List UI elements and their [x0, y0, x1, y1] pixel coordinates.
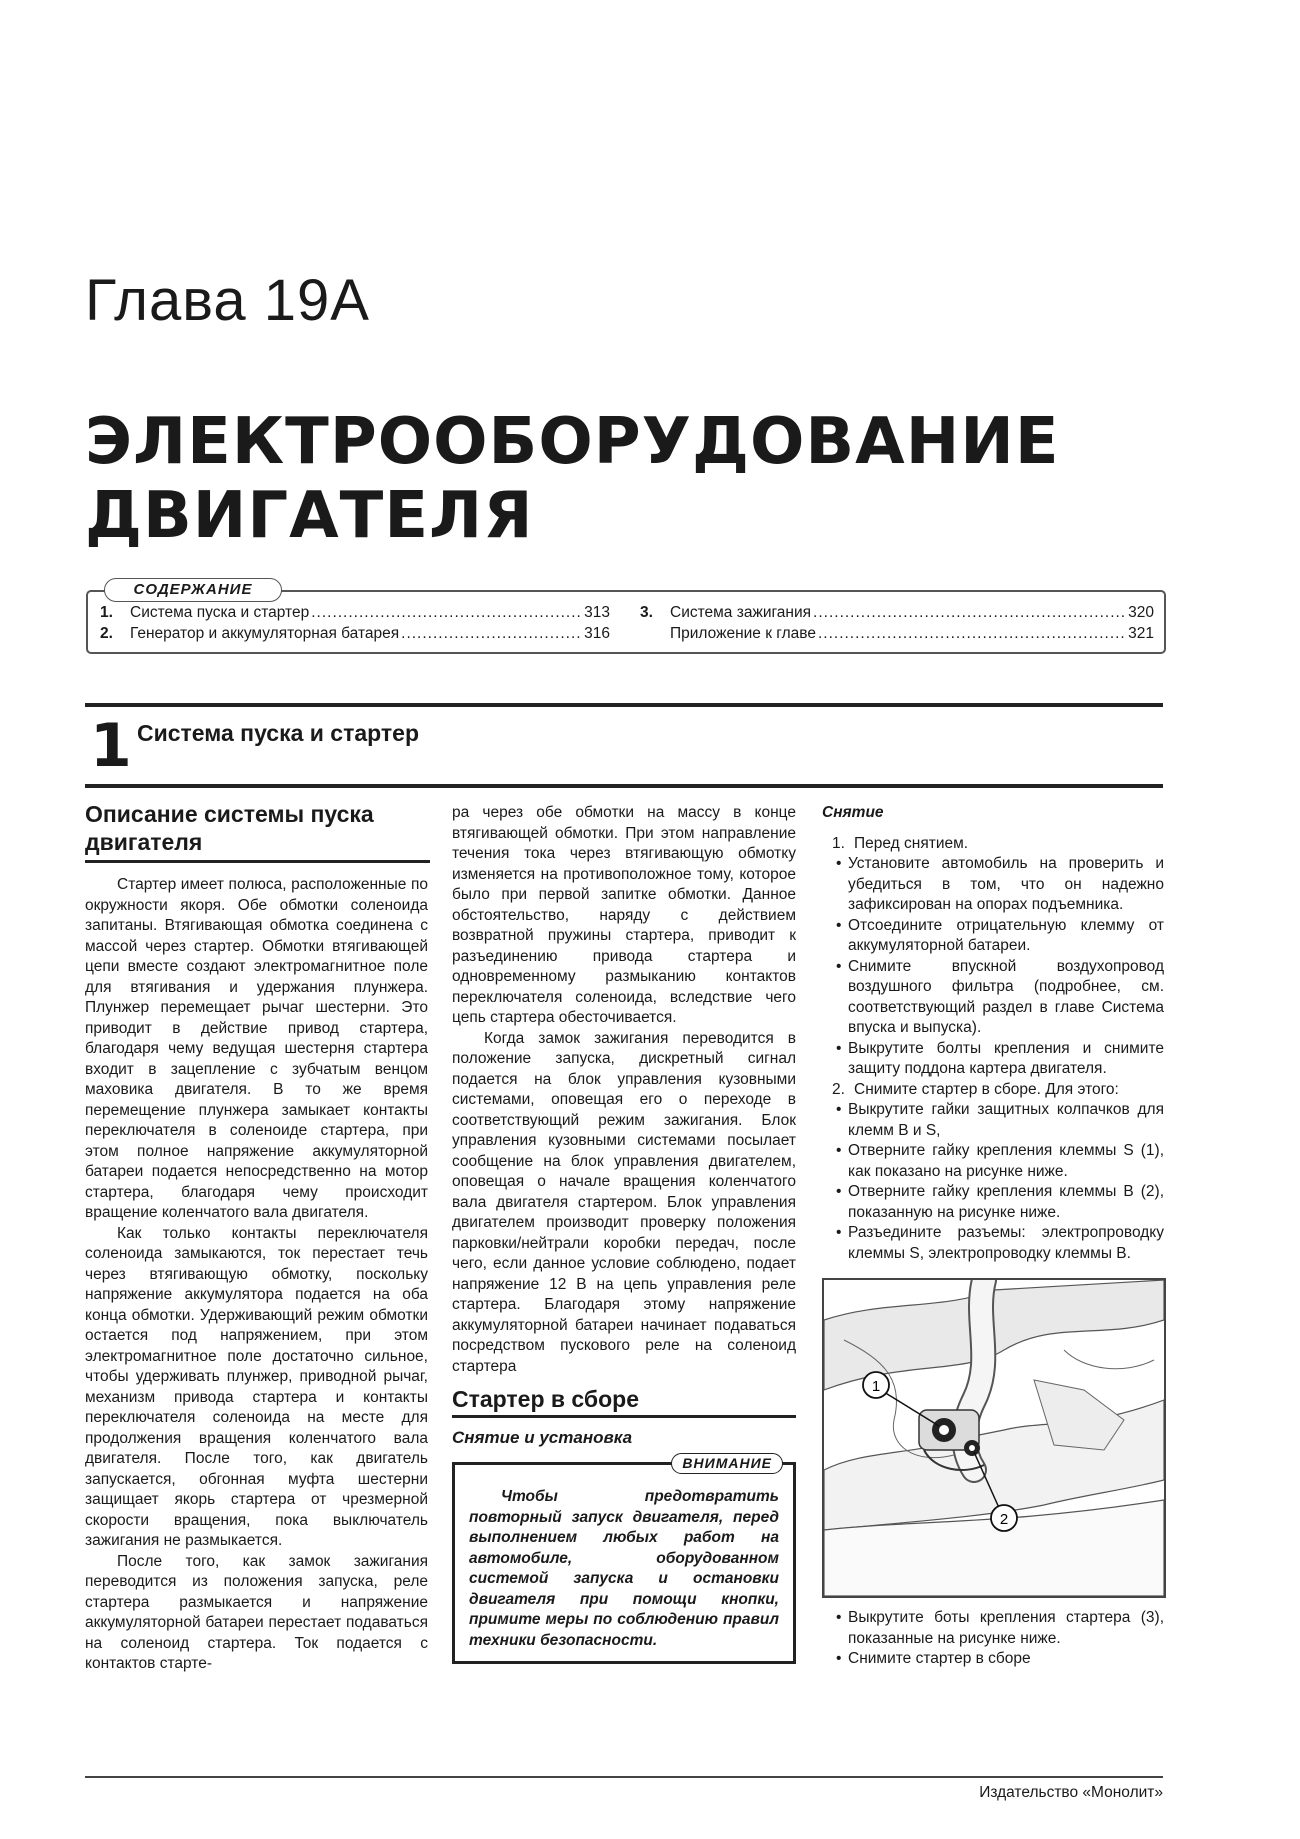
- warning-text: Чтобы предотвратить повторный запуск двигателя, перед выполнением любых работ на автомобиле, оборудованном системой запуска и остановки двигателя при помощи кнопки, примите меры по соблюдению правил техники безопасности.: [469, 1488, 779, 1649]
- section-rule-bottom: [85, 784, 1163, 788]
- toc-item-number: 3.: [640, 604, 653, 621]
- toc-item[interactable]: [100, 623, 610, 644]
- toc-item-page: 320: [1128, 604, 1154, 621]
- bullet-item: • Снимите стартер в сборе: [822, 1649, 1164, 1670]
- toc-item-page: 316: [584, 625, 610, 642]
- section-rule-top: [85, 703, 1163, 707]
- paragraph: После того, как замок зажигания переводится из положения запуска, реле стартера размыкается и напряжение аккумуляторной батареи перестает подаваться на соленоид стартера. Ток подается с контактов старте-: [85, 1552, 428, 1672]
- bullet-item: • Выкрутите гайки защитных колпачков для клемм В и S,: [822, 1100, 1164, 1141]
- column-3: [822, 803, 1164, 1670]
- step-number: 1.: [832, 834, 845, 852]
- chapter-title: [85, 405, 1185, 553]
- col2-subheading: Снятие и установка: [452, 1427, 633, 1447]
- paragraph: Как только контакты переключателя соленоида замыкаются, ток перестает течь через втягивающую обмотку, поскольку напряжение аккумулятора подается на оба конца обмотки. Удерживающий режим обмотки остается под напряжением, при этом электромагнитное поле достаточно сильное, чтобы удерживать плунжер, приводной рычаг, механизм привода стартера и контакты переключателя соленоида на месте для продолжения вращения коленчатого вала двигателя. После того, как двигатель запускается, обгонная муфта шестерни защищает якорь стартера от чрезмерной скорости вращения, пока выключатель зажигания не размыкается.: [85, 1224, 428, 1549]
- paragraph: Стартер имеет полюса, расположенные по окружности якоря. Обе обмотки соленоида запитаны. Втягивающая обмотка соединена с массой через стартер. Обмотки втягивающей цепи вместе создают электромагнитное поле для втягивания и удержания плунжера. Плунжер перемещает рычаг шестерни. Это приводит в действие привод стартера, благодаря чему ведущая шестерня стартера входит в зацепление с зубчатым венцом маховика двигателя. В то же время перемещение плунжера замыкает контакты переключателя в соленоиде стартера, при этом полное напряжение аккумуляторной батареи подается непосредственно на мотор стартера, благодаря чему происходит вращение коленчатого вала двигателя.: [85, 876, 428, 1221]
- table-of-contents: [86, 581, 1166, 654]
- chapter-label: Глава 19А: [85, 268, 370, 333]
- toc-item[interactable]: [640, 602, 1154, 623]
- column-2: [452, 803, 796, 1664]
- toc-item-title: Система пуска и стартер: [130, 604, 310, 621]
- col3-subheading: Снятие: [822, 804, 884, 821]
- bullet-item: • Отверните гайку крепления клеммы В (2), показанную на рисунке ниже.: [822, 1182, 1164, 1223]
- bullet-item: • Разъедините разъемы: электропроводку клеммы S, электропроводку клеммы В.: [822, 1223, 1164, 1264]
- bullet-item: • Отверните гайку крепления клеммы S (1), как показано на рисунке ниже.: [822, 1141, 1164, 1182]
- toc-leader: [311, 602, 582, 623]
- bullet-item: • Установите автомобиль на проверить и убедиться в том, что он надежно зафиксирован на опорах подъемника.: [822, 854, 1164, 916]
- step-text: Снимите стартер в сборе. Для этого:: [854, 1080, 1119, 1098]
- bullet-item: • Выкрутите боты крепления стартера (3), показанные на рисунке ниже.: [822, 1608, 1164, 1649]
- publisher-footer: Издательство «Монолит»: [979, 1784, 1163, 1801]
- toc-item-number: 2.: [100, 625, 113, 642]
- col1-heading-wrap: [85, 800, 430, 863]
- toc-item-number: 1.: [100, 604, 113, 621]
- paragraph: Когда замок зажигания переводится в положение запуска, дискретный сигнал подается на блок управления кузовными системами, оповещая его о переходе в соответствующий режим зажигания. Блок управления кузовными системами посылает сообщение на блок управления двигателем, оповещая о начале вращения коленчатого вала двигателя стартером. Блок управления двигателем производит проверку положения парковки/нейтрали коробки передач, после чего, если данное условие соблюдено, подает напряжение 12 В на цепь управления реле стартера. Благодаря этому напряжение аккумуляторной батареи начинает подаваться посредством пускового реле на соленоид стартера: [452, 1029, 796, 1375]
- toc-leader: [818, 623, 1126, 644]
- paragraph: ра через обе обмотки на массу в конце втягивающей обмотки. При этом направление течения тока через втягивающую обмотку изменяется на противоположное тому, которое было при первой запитке обмотки. Данное обстоятельство, наряду с действием возвратной пружины стартера, приводит к разъединению привода стартера и одновременному размыканию контактов переключателя соленоида, вследствие чего цепь стартера обесточивается.: [452, 804, 796, 1026]
- toc-item-page: 321: [1128, 625, 1154, 642]
- toc-item-title: Система зажигания: [670, 604, 812, 621]
- toc-leader: [813, 602, 1126, 623]
- col1-heading: Описание системы пуска двигателя: [85, 801, 374, 855]
- toc-item-page: 313: [584, 604, 610, 621]
- step-text: Перед снятием.: [854, 834, 969, 852]
- step-1: [822, 834, 1164, 855]
- toc-label: СОДЕРЖАНИЕ: [104, 578, 282, 602]
- bullet-item: • Отсоедините отрицательную клемму от аккумуляторной батареи.: [822, 916, 1164, 957]
- section-number: 1: [90, 711, 132, 781]
- callout-1: 1: [871, 1378, 881, 1395]
- step-number: 2.: [832, 1080, 845, 1098]
- toc-item-number: [640, 623, 670, 644]
- toc-item-title: Приложение к главе: [670, 625, 816, 642]
- toc-item[interactable]: [640, 623, 1154, 644]
- section-title: Система пуска и стартер: [137, 720, 420, 746]
- starter-figure: [822, 1278, 1166, 1598]
- column-1: [85, 875, 428, 1675]
- callout-2: 2: [999, 1511, 1009, 1528]
- bullet-item: • Выкрутите болты крепления и снимите защиту поддона картера двигателя.: [822, 1039, 1164, 1080]
- warning-label: ВНИМАНИЕ: [671, 1453, 783, 1474]
- warning-box: [452, 1455, 796, 1664]
- toc-leader: [401, 623, 582, 644]
- starter-illustration: [824, 1280, 1164, 1596]
- chapter-title-line1: ЭЛЕКТРООБОРУДОВАНИЕ: [85, 405, 1060, 479]
- chapter-title-line2: ДВИГАТЕЛЯ: [85, 479, 534, 553]
- toc-item-title: Генератор и аккумуляторная батарея: [130, 625, 400, 642]
- footer-rule: [85, 1776, 1163, 1778]
- col2-heading: Стартер в сборе: [452, 1389, 796, 1418]
- bullet-item: • Снимите впускной воздухопровод воздушного фильтра (подробнее, см. соответствующий раздел в главе Система впуска и выпуска).: [822, 957, 1164, 1039]
- toc-item[interactable]: [100, 602, 610, 623]
- step-2: [822, 1080, 1164, 1101]
